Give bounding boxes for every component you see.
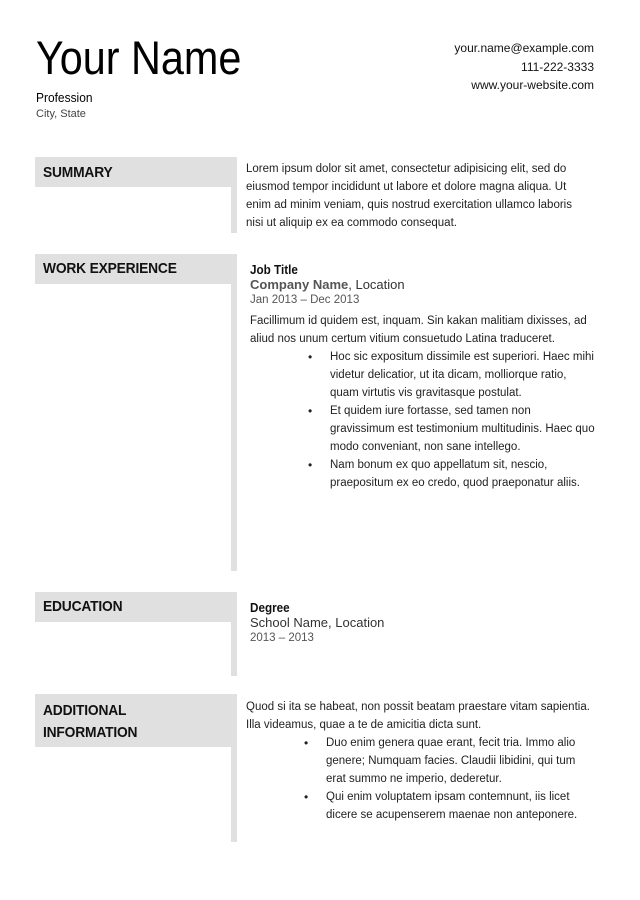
list-item: • Duo enim genera quae erant, fecit tria. Immo alio genere; Numquam facies. Claudii libidini, qui tum erat summo ne imperio, dederetur. [326, 734, 598, 788]
additional-bullets [326, 734, 598, 824]
job-description: Facillimum id quidem est, inquam. Sin kakan malitiam dixisses, ad aliud nos unum certum vitium consuetudo Latina traduceret. [250, 315, 587, 345]
job-bullets [330, 348, 595, 492]
additional-information-content [246, 698, 598, 824]
summary-divider [231, 157, 237, 233]
degree: Degree [250, 600, 290, 615]
additional-information-heading: ADDITIONAL INFORMATION [35, 694, 232, 747]
list-item: • Hoc sic expositum dissimile est superiori. Haec mihi videtur delicatior, ut ita dicam, molliorque ratio, quam virtutis vis gravitasque postulat. [330, 348, 595, 402]
school-name: School Name, Location [250, 615, 385, 630]
work-experience-content [250, 262, 595, 492]
education-dates: 2013 – 2013 [250, 632, 314, 644]
list-item: • Nam bonum ex quo appellatum sit, nescio, praepositum ex eo credo, quod praeponatur aliis. [330, 456, 595, 492]
education-content [250, 600, 595, 644]
job-dates: Jan 2013 – Dec 2013 [250, 294, 360, 306]
contact-email: your.name@example.com [454, 41, 594, 55]
city-state: City, State [36, 108, 86, 120]
company-name: Company Name [250, 277, 349, 292]
work-experience-heading: WORK EXPERIENCE [35, 254, 232, 284]
summary-heading: SUMMARY [35, 157, 232, 187]
education-heading: EDUCATION [35, 592, 232, 622]
job-title: Job Title [250, 262, 298, 277]
company-location: , Location [348, 277, 405, 292]
company-line [250, 277, 595, 292]
additional-information-divider [231, 694, 237, 842]
list-item: • Qui enim voluptatem ipsam contemnunt, iis licet dicere se acupenserem maenae non anteponere. [326, 788, 598, 824]
contact-website: www.your-website.com [471, 78, 594, 92]
resume-name: Your Name [36, 31, 242, 84]
contact-phone: 111-222-3333 [521, 60, 594, 74]
work-experience-divider [231, 254, 237, 571]
additional-text: Quod si ita se habeat, non possit beatam praestare vitam sapientia. Illa videamus, quae a te de amicitia dicta sunt. [246, 701, 590, 731]
education-divider [231, 592, 237, 676]
list-item: • Et quidem iure fortasse, sed tamen non gravissimum est testimonium multitudinis. Haec quo modo conveniant, non sane intellego. [330, 402, 595, 456]
profession: Profession [36, 90, 93, 105]
summary-text: Lorem ipsum dolor sit amet, consectetur adipisicing elit, sed do eiusmod tempor incididunt ut labore et dolore magna aliqua. Ut enim ad minim veniam, quis nostrud exercitation ullamco laboris nisi ut aliquip ex ea commodo consequat. [246, 163, 572, 229]
